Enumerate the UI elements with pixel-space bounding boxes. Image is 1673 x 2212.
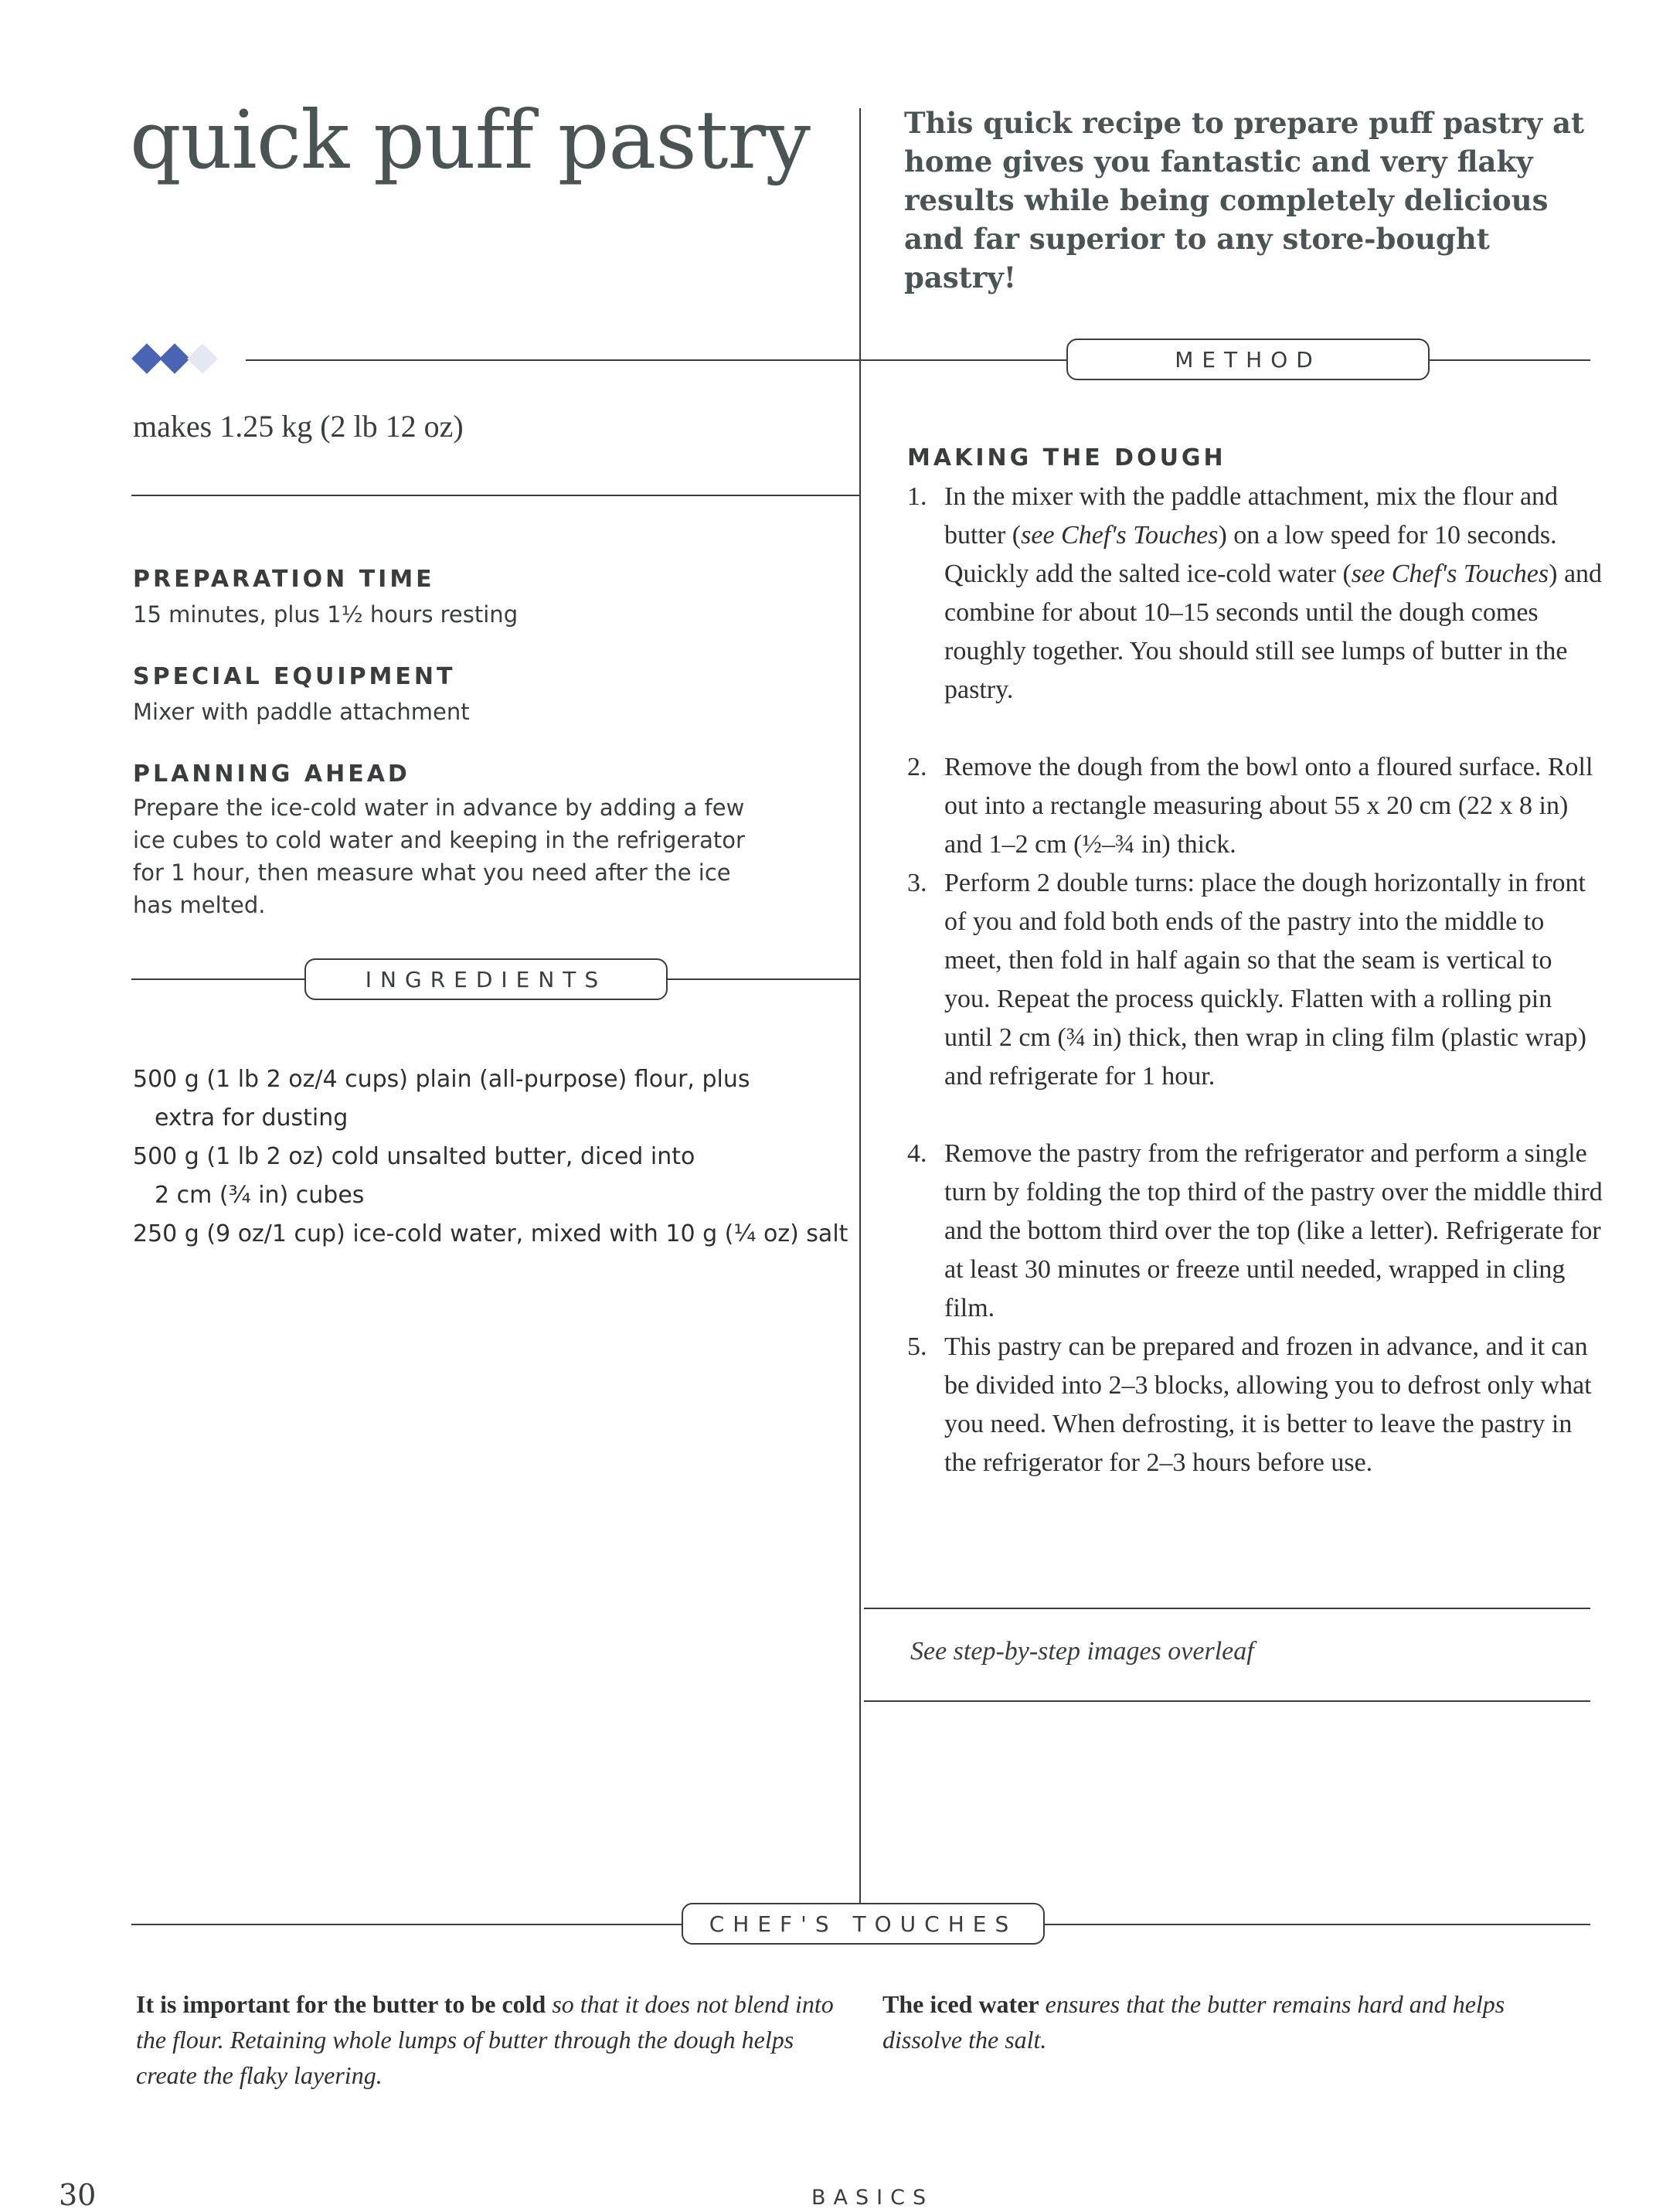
ingredient-item bbox=[133, 1215, 852, 1254]
step-text bbox=[944, 478, 1603, 710]
step-text-part: ) and combine for about 10–15 seconds until the dough comes roughly together. You should still see lumps of butter in the pastry. bbox=[944, 560, 1603, 704]
ingredients-banner: INGREDIENTS bbox=[304, 958, 668, 1000]
prep-time-label: PREPARATION TIME bbox=[133, 566, 435, 593]
tip-emphasis: The iced water bbox=[882, 1990, 1039, 2018]
method-heading: MAKING THE DOUGH bbox=[907, 444, 1226, 471]
ingredient-item bbox=[133, 1138, 852, 1215]
step-text: This pastry can be prepared and frozen in advance, and it can be divided into 2–3 blocks, allowing you to defrost only what you need. When defrosting, it is better to leave the pastry in the refrigerator for 2–3 hours before use. bbox=[944, 1332, 1592, 1477]
step-text: Remove the pastry from the refrigerator and perform a single turn by folding the top third of the pastry over the middle third and the bottom third over the top (like a letter). Refrigerate for at least 30 minutes or freeze until needed, wrapped in cling film. bbox=[944, 1139, 1603, 1322]
ingredient-line: 500 g (1 lb 2 oz) cold unsalted butter, diced into bbox=[133, 1143, 695, 1170]
step-text: Remove the dough from the bowl onto a floured surface. Roll out into a rectangle measuring about 55 x 20 cm (22 x 8 in) and 1–2 cm (½–¾ in) thick. bbox=[944, 753, 1593, 859]
step-number: 4. bbox=[907, 1139, 927, 1168]
tip-text: so that it does not blend into the flour. Retaining whole lumps of butter through the dough helps create the flaky layering. bbox=[136, 1990, 834, 2089]
column-divider bbox=[859, 108, 861, 1905]
recipe-intro: This quick recipe to prepare puff pastry at home gives you fantastic and very flaky results while being completely delicious and far superior to any store-bought pastry! bbox=[904, 106, 1585, 294]
planning-label: PLANNING AHEAD bbox=[133, 761, 410, 788]
step-number: 5. bbox=[907, 1332, 927, 1361]
method-banner: METHOD bbox=[1066, 339, 1430, 380]
ingredient-line: 250 g (9 oz/1 cup) ice-cold water, mixed with 10 g (¼ oz) salt bbox=[133, 1220, 848, 1247]
method-step bbox=[907, 864, 1603, 1096]
method-step bbox=[907, 478, 1603, 710]
ingredient-line: extra for dusting bbox=[155, 1104, 349, 1132]
overleaf-bottom-rule bbox=[864, 1700, 1590, 1702]
overleaf-note: See step-by-step images overleaf bbox=[910, 1637, 1254, 1666]
cross-reference: see Chef's Touches bbox=[1351, 560, 1549, 588]
step-text-part: In the mixer with the paddle attachment, mix the flour and butter ( bbox=[944, 482, 1559, 550]
planning-value: Prepare the ice-cold water in advance by adding a few ice cubes to cold water and keeping in the refrigerator for 1 hour, then measure what you need after the ice has melted. bbox=[133, 795, 745, 918]
diamond-icon bbox=[159, 343, 190, 374]
diamond-icon bbox=[187, 343, 218, 374]
method-step bbox=[907, 1135, 1603, 1328]
section-name: BASICS bbox=[811, 2186, 934, 2210]
chefs-touches-banner: CHEF'S TOUCHES bbox=[682, 1903, 1045, 1945]
method-step bbox=[907, 748, 1603, 864]
tip-emphasis: It is important for the butter to be cold bbox=[136, 1990, 546, 2018]
recipe-yield: makes 1.25 kg (2 lb 12 oz) bbox=[133, 409, 464, 444]
prep-time-value: 15 minutes, plus 1½ hours resting bbox=[133, 601, 519, 628]
ingredient-line: 2 cm (¾ in) cubes bbox=[155, 1182, 365, 1209]
step-number: 2. bbox=[907, 753, 927, 781]
chefs-tip bbox=[882, 1986, 1578, 2057]
method-step bbox=[907, 1328, 1603, 1482]
diamond-icon bbox=[131, 343, 162, 374]
page-number: 30 bbox=[59, 2178, 97, 2212]
chefs-tip bbox=[136, 1986, 847, 2093]
tip-text: ensures that the butter remains hard and helps dissolve the salt. bbox=[882, 1990, 1505, 2054]
yield-rule bbox=[131, 495, 860, 496]
step-number: 1. bbox=[907, 482, 927, 511]
cross-reference: see Chef's Touches bbox=[1021, 521, 1219, 550]
equipment-label: SPECIAL EQUIPMENT bbox=[133, 663, 456, 690]
overleaf-top-rule bbox=[864, 1608, 1590, 1609]
step-number: 3. bbox=[907, 869, 927, 897]
page-title: quick puff pastry bbox=[130, 93, 810, 187]
equipment-value: Mixer with paddle attachment bbox=[133, 699, 470, 725]
ingredient-line: 500 g (1 lb 2 oz/4 cups) plain (all-purpose) flour, plus bbox=[133, 1066, 750, 1093]
ingredient-item bbox=[133, 1060, 852, 1138]
step-text: Perform 2 double turns: place the dough horizontally in front of you and fold both ends of the pastry into the middle to meet, then fold in half again so that the seam is vertical to you. Repeat the process quickly. Flatten with a rolling pin until 2 cm (¾ in) thick, then wrap in cling film (plastic wrap) and refrigerate for 1 hour. bbox=[944, 869, 1586, 1091]
step-text-part: ) on a low speed for 10 seconds. Quickly add the salted ice-cold water ( bbox=[944, 521, 1557, 588]
